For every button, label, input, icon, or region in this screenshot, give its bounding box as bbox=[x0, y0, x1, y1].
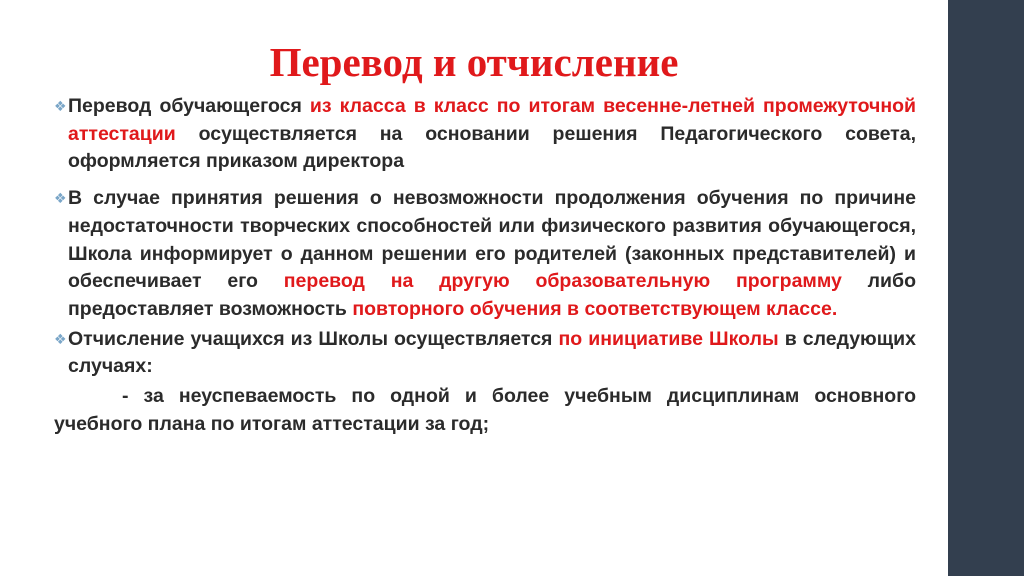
paragraph-impossibility bbox=[54, 185, 916, 324]
paragraph-transfer bbox=[54, 93, 916, 176]
text-segment: В случае принятия решения о невозможности продолжения обучения по причине недостаточности творческих способностей или физического развития обучающегося, Школа информирует о данном решении его родителей (законных представителей) и обеспечивает его bbox=[68, 187, 916, 293]
slide-body bbox=[54, 93, 916, 438]
highlight-text: перевод на другую образовательную программу bbox=[283, 270, 842, 293]
text-segment: Перевод обучающегося bbox=[68, 95, 310, 117]
paragraph-text bbox=[68, 95, 916, 172]
text-segment: осуществляется на основании решения Педагогического совета, оформляется приказом директора bbox=[68, 122, 916, 173]
paragraph-text bbox=[68, 328, 916, 378]
highlight-text: по инициативе Школы bbox=[558, 327, 779, 350]
text-segment: Отчисление учащихся из Школы осуществляется bbox=[68, 327, 559, 350]
sub-item-text: - за неуспеваемость по одной и более учебным дисциплинам основного учебного плана по итогам аттестации за год; bbox=[54, 385, 916, 435]
highlight-text: из класса в класс по итогам весенне-летней промежуточной аттестации bbox=[68, 95, 916, 145]
text-segment: в следующих случаях: bbox=[68, 327, 916, 378]
side-bar bbox=[948, 0, 1024, 576]
paragraph-expulsion bbox=[54, 326, 916, 381]
sub-item-academic-failure bbox=[54, 383, 916, 438]
paragraph-text bbox=[68, 187, 916, 320]
slide-title: Перевод и отчисление bbox=[269, 39, 679, 85]
text-segment: либо предоставляет возможность bbox=[68, 270, 916, 320]
diamond-bullet-icon: ❖ bbox=[54, 330, 67, 347]
highlight-text: повторного обучения в соответствующем классе. bbox=[352, 297, 838, 320]
diamond-bullet-icon: ❖ bbox=[54, 190, 67, 207]
diamond-bullet-icon: ❖ bbox=[54, 98, 67, 114]
